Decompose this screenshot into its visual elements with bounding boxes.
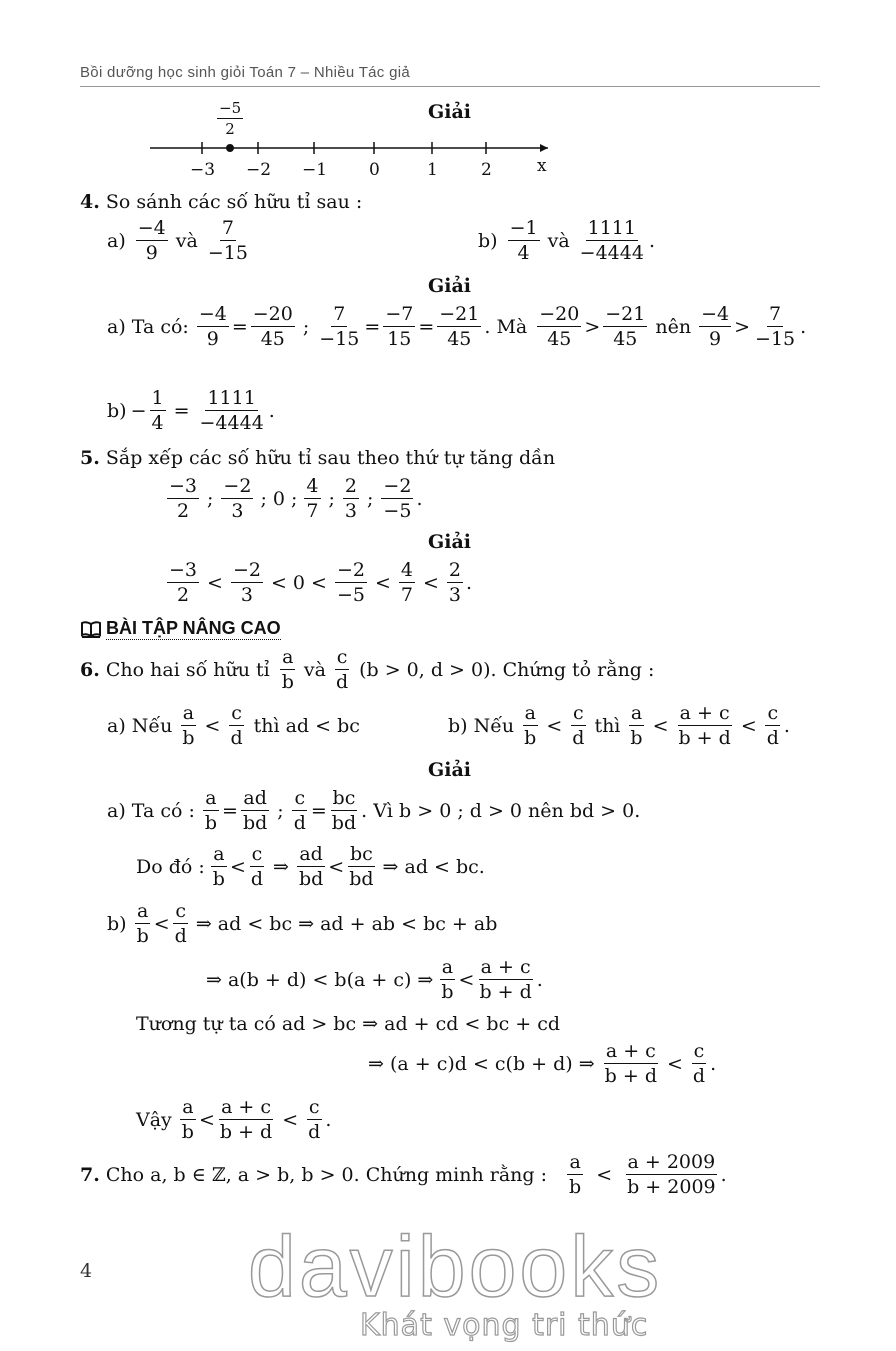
op: ⇒: [273, 855, 289, 878]
problem-number: 7.: [80, 1163, 100, 1186]
op: <: [740, 714, 757, 737]
num: 2: [448, 559, 462, 581]
den: −5: [383, 500, 412, 522]
num: a + c: [480, 956, 531, 978]
point-den: 2: [225, 120, 235, 138]
op: =: [364, 315, 381, 338]
punct: .: [720, 1163, 727, 1186]
den: b + d: [219, 1121, 273, 1143]
punct: .: [325, 1108, 332, 1131]
op: =: [231, 315, 248, 338]
den: 4: [517, 242, 530, 264]
den: b: [204, 812, 218, 834]
den: b: [524, 727, 537, 749]
num: −2: [232, 559, 261, 581]
fraction: [676, 701, 732, 750]
fraction: [206, 216, 250, 265]
numberline-point-label: [214, 98, 246, 139]
fraction: [334, 645, 350, 694]
text: nên: [655, 315, 692, 338]
op: <: [153, 912, 170, 935]
num: 4: [306, 475, 319, 497]
num: c: [693, 1040, 705, 1062]
conj: và: [547, 229, 570, 252]
conj: và: [303, 658, 326, 681]
text: Tương tự ta có ad > bc ⇒ ad + cd < bc + cd: [136, 1013, 561, 1035]
num: a + c: [605, 1040, 656, 1062]
problem-text: (b > 0, d > 0). Chứng tỏ rằng :: [359, 658, 655, 681]
fraction: [180, 1095, 196, 1144]
den: bd: [331, 812, 357, 834]
p6-solution-line-5: [136, 1011, 560, 1037]
num: −2: [383, 475, 412, 497]
den: 7: [306, 500, 319, 522]
den: b: [136, 925, 149, 947]
axis-arrow: [540, 144, 548, 152]
den: b: [212, 868, 225, 890]
problem-6-statement: [80, 645, 654, 694]
axis-label: x: [537, 156, 547, 176]
fraction: [231, 558, 263, 607]
p4-solution-b: [107, 386, 275, 435]
num: c: [251, 843, 263, 865]
fraction: [197, 302, 229, 351]
problem-text: Sắp xếp các số hữu tỉ sau theo thứ tự tăng dần: [105, 447, 556, 469]
op: −: [130, 399, 147, 422]
op: <: [198, 1108, 215, 1131]
den: bd: [242, 812, 268, 834]
fraction: [211, 842, 227, 891]
sep: ;: [207, 487, 214, 510]
text: ⇒ ad < bc ⇒ ad + ab < bc + ab: [195, 912, 498, 935]
text: ⇒ ad < bc.: [382, 855, 485, 878]
num: a + c: [679, 702, 730, 724]
section-title: BÀI TẬP NÂNG CAO: [106, 618, 281, 638]
giai-heading: Giải: [428, 531, 471, 553]
fraction: [203, 786, 219, 835]
giai-heading: Giải: [428, 759, 471, 781]
den: 7: [400, 584, 413, 606]
text: ; 0 ;: [260, 487, 298, 510]
tick-label: −2: [246, 160, 272, 180]
op: =: [173, 399, 190, 422]
den: b: [569, 1176, 582, 1198]
num: c: [336, 646, 348, 668]
den: d: [174, 925, 187, 947]
op: <: [207, 571, 223, 594]
den: 4: [151, 412, 164, 434]
num: 1111: [207, 387, 256, 409]
num: a: [205, 787, 217, 809]
p6-solution-line-4: [206, 955, 543, 1004]
slogan-watermark: Khát vọng tri thức: [360, 1308, 649, 1343]
p6-solution-line-3: [107, 899, 497, 948]
conj: và: [175, 229, 198, 252]
den: 45: [613, 328, 638, 350]
num: c: [175, 900, 187, 922]
op: <: [204, 714, 221, 737]
num: −3: [169, 559, 198, 581]
fraction: [317, 302, 361, 351]
op: =: [418, 315, 435, 338]
punct: .: [536, 968, 543, 991]
p4-solution-a: [107, 302, 806, 351]
num: a: [213, 843, 225, 865]
p5-list: [164, 474, 422, 523]
den: d: [293, 812, 306, 834]
num: ad: [299, 843, 323, 865]
den: d: [692, 1065, 706, 1087]
p6-solution-line-1: [107, 786, 640, 835]
op: >: [584, 315, 601, 338]
op: <: [423, 571, 439, 594]
den: 2: [176, 584, 190, 606]
fraction: [439, 955, 455, 1004]
num: −2: [223, 475, 252, 497]
tick-label: 1: [427, 160, 438, 180]
fraction: [306, 1095, 322, 1144]
text: < 0 <: [270, 571, 327, 594]
den: d: [572, 727, 585, 749]
den: b + d: [678, 727, 731, 749]
header-rule: [80, 86, 820, 87]
num: c: [767, 702, 779, 724]
point-num: −5: [219, 99, 242, 117]
op: <: [667, 1052, 683, 1075]
tick-label: −1: [302, 160, 328, 180]
p6-solution-line-6: [368, 1039, 716, 1088]
num: a: [182, 1096, 194, 1118]
problem-4-statement: [80, 189, 362, 215]
punct: .: [783, 714, 790, 737]
problem-7-statement: [80, 1150, 727, 1199]
num: a + c: [221, 1096, 272, 1118]
op: <: [458, 968, 475, 991]
den: b: [181, 1121, 194, 1143]
p5-solution: [164, 558, 472, 607]
text: thì: [594, 714, 621, 737]
num: a: [137, 900, 149, 922]
den: b: [182, 727, 195, 749]
problem-number: 6.: [80, 658, 100, 681]
den: −4444: [579, 242, 644, 264]
den: −15: [319, 328, 360, 350]
fraction: [570, 701, 586, 750]
fraction: [691, 1039, 707, 1088]
fraction: [167, 558, 199, 607]
punct: .: [466, 571, 473, 594]
num: ad: [243, 787, 267, 809]
num: c: [573, 702, 584, 724]
fraction: [198, 386, 266, 435]
text: ⇒ (a + c)d < c(b + d) ⇒: [368, 1052, 595, 1075]
brand-watermark: davibooks: [248, 1219, 663, 1315]
fraction: [381, 474, 413, 523]
op: <: [328, 855, 345, 878]
fraction: [537, 302, 581, 351]
op: =: [222, 799, 238, 822]
punct: .: [648, 229, 655, 252]
den: 9: [145, 242, 158, 264]
den: 15: [387, 328, 412, 350]
fraction: [241, 786, 269, 835]
num: 4: [400, 559, 413, 581]
fraction: [251, 302, 295, 351]
solution-label: a) Ta có:: [107, 315, 189, 338]
den: 45: [260, 328, 285, 350]
num: bc: [349, 843, 373, 865]
den: 2: [176, 500, 190, 522]
den: 3: [344, 500, 358, 522]
num: −20: [252, 303, 293, 325]
punct: .: [416, 487, 423, 510]
num: 1111: [587, 217, 636, 239]
part-label: a): [107, 229, 126, 252]
p6-conclusion: [136, 1095, 331, 1144]
op: =: [310, 799, 327, 822]
running-header: Bồi dưỡng học sinh giỏi Toán 7 – Nhiều Tác giả: [80, 64, 410, 81]
num: a: [282, 646, 294, 668]
op: >: [734, 315, 751, 338]
problem-5-statement: [80, 445, 555, 471]
fraction: [753, 302, 797, 351]
op: <: [374, 571, 391, 594]
num: 2: [344, 475, 358, 497]
den: 45: [447, 328, 472, 350]
problem-text: So sánh các số hữu tỉ sau :: [105, 191, 363, 213]
fraction: [508, 216, 540, 265]
fraction: [335, 558, 367, 607]
text: . Vì b > 0 ; d > 0 nên bd > 0.: [361, 799, 641, 822]
op: <: [596, 1163, 613, 1186]
tick-label: 2: [481, 160, 492, 180]
num: −4: [198, 303, 227, 325]
problem-text: Cho a, b ∈ ℤ, a > b, b > 0. Chứng minh rằng :: [105, 1163, 548, 1186]
num: −20: [539, 303, 580, 325]
text: thì ad < bc: [253, 714, 360, 737]
fraction: [343, 474, 359, 523]
punct: .: [710, 1052, 717, 1075]
fraction: [437, 302, 481, 351]
fraction: [228, 701, 244, 750]
fraction: [603, 1039, 659, 1088]
text: ⇒ a(b + d) < b(a + c) ⇒: [206, 968, 434, 991]
tick-label: 0: [369, 160, 380, 180]
sep: ;: [277, 799, 284, 822]
den: −15: [207, 242, 248, 264]
num: 7: [221, 217, 234, 239]
num: c: [294, 787, 306, 809]
tick-label: −3: [190, 160, 216, 180]
den: d: [250, 868, 264, 890]
num: −21: [439, 303, 480, 325]
page-number: 4: [80, 1260, 93, 1282]
num: a: [630, 702, 643, 724]
fraction: [625, 1150, 718, 1199]
problem-number: 4.: [80, 191, 100, 213]
fraction: [249, 842, 265, 891]
den: d: [335, 671, 349, 693]
point-dot: [226, 144, 234, 152]
fraction: [135, 899, 151, 948]
fraction: [522, 701, 538, 750]
punct: .: [268, 399, 275, 422]
op: <: [652, 714, 669, 737]
fraction: [297, 842, 325, 891]
den: 3: [231, 500, 244, 522]
solution-label: b): [107, 399, 127, 422]
p6-part-a: [107, 701, 360, 750]
den: 3: [448, 584, 462, 606]
p6-solution-line-2: [136, 842, 485, 891]
num: −2: [336, 559, 365, 581]
fraction: [567, 1150, 583, 1199]
num: −21: [605, 303, 646, 325]
num: a: [441, 956, 454, 978]
den: −5: [336, 584, 365, 606]
section-heading: [80, 616, 281, 642]
fraction: [603, 302, 647, 351]
punct: .: [800, 315, 807, 338]
den: b + 2009: [627, 1176, 716, 1198]
num: −4: [701, 303, 730, 325]
num: a + 2009: [627, 1151, 716, 1173]
fraction: [150, 386, 166, 435]
den: 45: [547, 328, 572, 350]
fraction: [447, 558, 463, 607]
text: . Mà: [484, 315, 528, 338]
p6-part-b: [448, 701, 790, 750]
num: −1: [509, 217, 538, 239]
num: c: [308, 1096, 320, 1118]
fraction: [173, 899, 189, 948]
fraction: [578, 216, 646, 265]
part-label: a) Nếu: [107, 714, 173, 737]
text: Do đó :: [136, 855, 205, 878]
fraction: [304, 474, 320, 523]
fraction: [167, 474, 199, 523]
num: c: [231, 702, 242, 724]
den: bd: [349, 868, 374, 890]
fraction: [628, 701, 644, 750]
den: bd: [298, 868, 324, 890]
problem-text: Cho hai số hữu tỉ: [105, 658, 270, 681]
sep: ;: [328, 487, 335, 510]
num: a: [182, 702, 195, 724]
fraction: [477, 955, 533, 1004]
problem-number: 5.: [80, 447, 100, 469]
fraction: [399, 558, 415, 607]
fraction: [330, 786, 358, 835]
den: 9: [206, 328, 219, 350]
den: b: [281, 671, 294, 693]
part-label: b): [478, 229, 498, 252]
p4-part-a: [107, 216, 253, 265]
den: −4444: [199, 412, 264, 434]
solution-label: b): [107, 912, 127, 935]
num: −3: [169, 475, 198, 497]
p4-part-b: [478, 216, 655, 265]
num: 1: [151, 387, 164, 409]
op: <: [282, 1108, 299, 1131]
num: 7: [333, 303, 346, 325]
sep: ;: [367, 487, 374, 510]
den: b: [630, 727, 643, 749]
fraction: [180, 701, 196, 750]
fraction: [280, 645, 296, 694]
fraction: [383, 302, 415, 351]
fraction: [347, 842, 375, 891]
fraction: [136, 216, 168, 265]
den: 3: [240, 584, 253, 606]
part-label: b) Nếu: [448, 714, 515, 737]
solution-label: a) Ta có :: [107, 799, 195, 822]
den: b + d: [479, 981, 532, 1003]
num: −7: [385, 303, 414, 325]
den: −15: [755, 328, 796, 350]
num: a: [524, 702, 536, 724]
fraction: [218, 1095, 274, 1144]
den: b + d: [604, 1065, 657, 1087]
op: <: [229, 855, 246, 878]
den: d: [766, 727, 779, 749]
fraction: [699, 302, 731, 351]
den: d: [230, 727, 243, 749]
den: 9: [709, 328, 722, 350]
num: −4: [137, 217, 166, 239]
fraction: [292, 786, 308, 835]
fraction: [765, 701, 781, 750]
sep: ;: [302, 315, 310, 338]
giai-heading: Giải: [428, 275, 471, 297]
num: 7: [769, 303, 782, 325]
num: a: [569, 1151, 581, 1173]
text: Vậy: [136, 1108, 172, 1131]
den: d: [308, 1121, 321, 1143]
num: bc: [332, 787, 356, 809]
fraction: [221, 474, 253, 523]
den: b: [441, 981, 454, 1003]
op: <: [546, 714, 563, 737]
book-icon: [80, 620, 102, 638]
giai-heading: Giải: [428, 101, 471, 123]
